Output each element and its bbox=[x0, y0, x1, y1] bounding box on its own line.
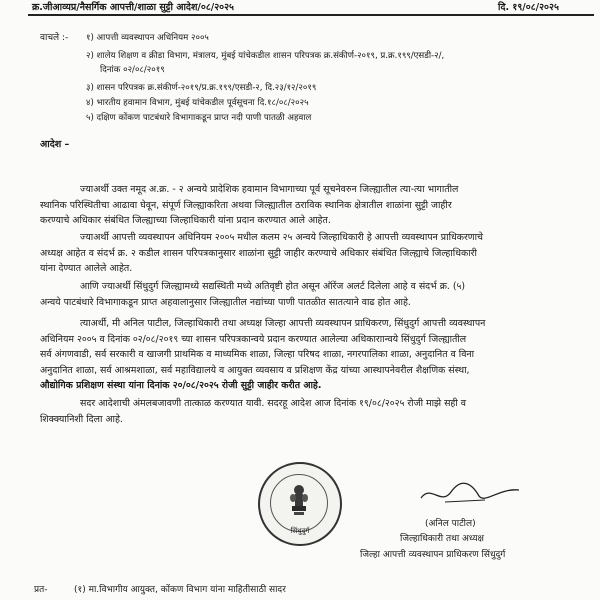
paragraph-line: आणि ज्याअर्थी सिंधुदुर्ग जिल्ह्यामध्ये सद्यस्थिती मध्ये अतिवृष्टी होत असून ऑरेंज अलर्ट दिलेला आहे व संदर्भ क्र. (५) bbox=[80, 281, 466, 292]
copy-label: प्रत- bbox=[34, 585, 48, 595]
paragraph-line: अन्वये पाटबंधारे विभागाकडून प्राप्त अहवालानुसार जिल्ह्यातील नद्यांच्या पाणी पातळीत सातत्याने वाढ होत आहे. bbox=[40, 296, 411, 308]
paragraph-line: सर्व अंगणवाडी, सर्व सरकारी व खाजगी प्राथमिक व माध्यमिक शाळा, जिल्हा परिषद शाळा, नगरपालिका शाळा, अनुदानित व विना bbox=[40, 349, 475, 360]
official-seal bbox=[258, 462, 342, 546]
reference-item: ३) शासन परिपत्रक क्र.संकीर्ण-२०१९/प्र.क्र.१९९/एसडी-२, दि.२३/१२/२०१९ bbox=[86, 83, 317, 93]
header-rule bbox=[28, 14, 594, 16]
paragraph-3 bbox=[40, 279, 586, 310]
order-heading: आदेश – bbox=[40, 139, 70, 150]
paragraph-5 bbox=[40, 396, 586, 427]
paragraph-line: औद्योगिक प्रशिक्षण संस्था यांना दिनांक २०/०८/२०२५ रोजी सुट्टी जाहीर करीत आहे. bbox=[40, 380, 322, 391]
paragraph-line: करण्याचे अधिकार संबंधित जिल्ह्याच्या जिल्हाधिकारी यांना प्रदान करण्यात आले आहेत. bbox=[40, 215, 331, 226]
signatory-designation: जिल्हाधिकारी तथा अध्यक्ष bbox=[400, 534, 484, 544]
order-date: दि. १९/०८/२०२५ bbox=[498, 2, 559, 13]
references-label: वाचले :- bbox=[40, 33, 69, 43]
seal-text: सिंधुदुर्ग bbox=[290, 527, 310, 535]
reference-item: २) शालेय शिक्षण व क्रीडा विभाग, मंत्रालय, मुंबई यांचेकडील शासन परिपत्रक क्र.संकीर्ण-२०१९, प्र.क्र.१९९/एसडी-२/, bbox=[86, 51, 445, 61]
reference-item: ४) भारतीय हवामान विभाग, मुंबई यांचेकडील पूर्वसूचना दि.१८/०८/२०२५ bbox=[86, 98, 309, 108]
paragraph-line: अधिनियम २००५ व दिनांक ०२/०८/२०१९ च्या शासन परिपत्रकान्वये प्रदान करण्यात आलेल्या अधिकाराान्वये सिंधुदुर्ग जिल्ह्यातील bbox=[40, 333, 467, 345]
order-number: क्र.जीआव्यप्र/नैसर्गिक आपत्ती/शाळा सुट्टी आदेश/०८/२०२५ bbox=[32, 2, 235, 13]
signatory-name: (अनिल पाटील) bbox=[425, 519, 476, 529]
paragraph-line: त्याअर्थी, मी अनिल पाटील, जिल्हाधिकारी तथा अध्यक्ष जिल्हा आपत्ती व्यवस्थापन प्राधिकरण, सिंधुदुर्ग आपत्ती व्यवस्थापन bbox=[80, 318, 486, 329]
paragraph-line: यांना देण्यात आलेले आहेत. bbox=[40, 263, 133, 274]
emblem-icon bbox=[288, 484, 310, 518]
paragraph-1 bbox=[40, 182, 586, 229]
paragraph-line: शिक्क्यानिशी दिला आहे. bbox=[40, 413, 123, 425]
reference-item: दिनांक ०२/०८/२०१९ bbox=[100, 65, 165, 75]
paragraph-2 bbox=[40, 230, 586, 277]
paragraph-line: सदर आदेशाची अंमलबजावणी तात्काळ करण्यात यावी. सदरहू आदेश आज दिनांक १९/०८/२०२५ रोजी माझे सही व bbox=[80, 398, 467, 409]
paragraph-line: अध्यक्ष आहेत व संदर्भ क्र. २ कडील शासन परिपत्रकानुसार शाळांना सुट्टी जाहीर करण्याचे अधिकार संबंधित जिल्ह्याचे जिल्हाधिकारी bbox=[40, 247, 477, 259]
signatory-authority: जिल्हा आपत्ती व्यवस्थापन प्राधिकरण सिंधुदुर्ग bbox=[360, 550, 506, 560]
reference-item: १) आपत्ती व्यवस्थापन अधिनियम २००५ bbox=[86, 33, 209, 43]
signature-icon bbox=[415, 480, 525, 510]
paragraph-line: ज्याअर्थी उक्त नमूद अ.क्र. - २ अन्वये प्रादेशिक हवामान विभागाच्या पूर्व सूचनेवरुन जिल्ह्यातील त्या-त्या भागातील bbox=[80, 184, 459, 195]
paragraph-line: स्थानिक परिस्थितीचा आढावा घेवून, संपूर्ण जिल्ह्याकरिता अथवा जिल्ह्यातील ठराविक स्थानिक क्षेत्रातील शाळांना सुट्टी जाहीर bbox=[40, 199, 452, 211]
paragraph-line: ज्याअर्थी आपत्ती व्यवस्थापन अधिनियम २००५ मधील कलम २५ अन्वये जिल्हाधिकारी हे आपत्ती व्यवस्थापन प्राधिकरणाचे bbox=[80, 232, 483, 243]
copy-item: (१) मा.विभागीय आयुक्त, कोंकण विभाग यांना माहितीसाठी सादर bbox=[74, 585, 286, 595]
reference-item: ५) दक्षिण कोंकण पाटबंधारे विभागाकडून प्राप्त नदी पाणी पातळी अहवाल bbox=[86, 113, 312, 123]
paragraph-4 bbox=[40, 316, 586, 394]
paragraph-line: अनुदानित शाळा, सर्व आश्रमशाळा, सर्व महाविद्यालये व आयुक्त व्यवसाय व प्रशिक्षण केंद्र यांच्या आस्थापनेवरील शैक्षणिक संस्था, bbox=[40, 364, 470, 376]
